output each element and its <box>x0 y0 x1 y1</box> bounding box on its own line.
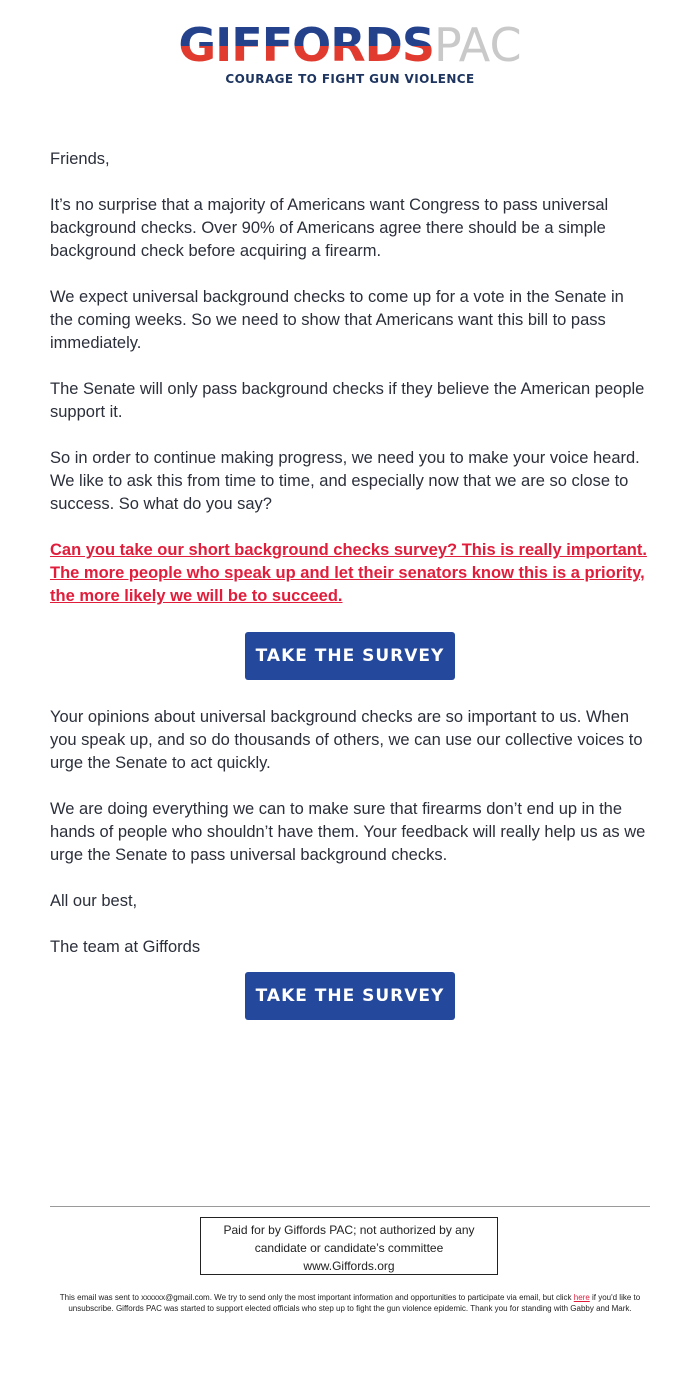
email-body <box>50 148 650 1020</box>
logo-wordmark-pac: PAC <box>433 18 522 72</box>
footer-fineprint <box>50 1292 650 1314</box>
giffords-pac-logo[interactable] <box>178 20 521 86</box>
fineprint-text-before: This email was sent to xxxxxx@gmail.com. We try to send only the most important information and opportunities to participate via email, but click <box>59 1293 574 1302</box>
disclaimer-line-1: Paid for by Giffords PAC; not authorized by any <box>223 1223 475 1237</box>
logo-wordmark <box>178 20 521 70</box>
footer-divider <box>50 1206 650 1207</box>
signature: The team at Giffords <box>50 938 201 956</box>
body-paragraph-4: So in order to continue making progress, we need you to make your voice heard. We like to ask this from time to time, and especially now that we are so close to success. So what do you say? <box>50 449 640 513</box>
take-survey-button-2[interactable]: TAKE THE SURVEY <box>245 972 455 1020</box>
logo-tagline: COURAGE TO FIGHT GUN VIOLENCE <box>225 72 475 86</box>
body-paragraph-5: Your opinions about universal background checks are so important to us. When you speak up, and so do thousands of others, we can use our collective voices to urge the Senate to act quickly. <box>50 708 643 772</box>
paid-for-disclaimer <box>200 1217 498 1275</box>
disclaimer-line-2: candidate or candidate’s committee <box>254 1241 444 1255</box>
body-paragraph-6: We are doing everything we can to make sure that firearms don’t end up in the hands of people who shouldn’t have them. Your feedback will really help us as we urge the Senate to pass universal background checks. <box>50 800 646 864</box>
body-paragraph-3: The Senate will only pass background checks if they believe the American people support it. <box>50 380 645 421</box>
disclaimer-website: www.Giffords.org <box>303 1259 395 1273</box>
unsubscribe-link[interactable]: here <box>573 1293 590 1302</box>
survey-button-wrap <box>50 632 650 680</box>
fineprint-text-after: if you'd like to unsubscribe. Giffords PAC was started to support elected officials who step up to fight the gun violence epidemic. Thank you for standing with Gabby and Mark. <box>68 1293 641 1313</box>
signoff: All our best, <box>50 892 138 910</box>
body-paragraph-2: We expect universal background checks to come up for a vote in the Senate in the coming weeks. So we need to show that Americans want this bill to pass immediately. <box>50 288 624 352</box>
logo-wordmark-giffords: GIFFORDS <box>178 18 434 72</box>
survey-cta-link[interactable]: Can you take our short background checks survey? This is really important. The more people who speak up and let their senators know this is a priority, the more likely we will be to succeed. <box>50 541 647 605</box>
body-paragraph-1: It’s no surprise that a majority of Americans want Congress to pass universal background checks. Over 90% of Americans agree there should be a simple background check before acquiring a firearm. <box>50 196 609 260</box>
take-survey-button[interactable]: TAKE THE SURVEY <box>245 632 455 680</box>
survey-button-wrap-2 <box>50 972 650 1020</box>
email-header <box>0 20 700 88</box>
greeting: Friends, <box>50 150 110 168</box>
